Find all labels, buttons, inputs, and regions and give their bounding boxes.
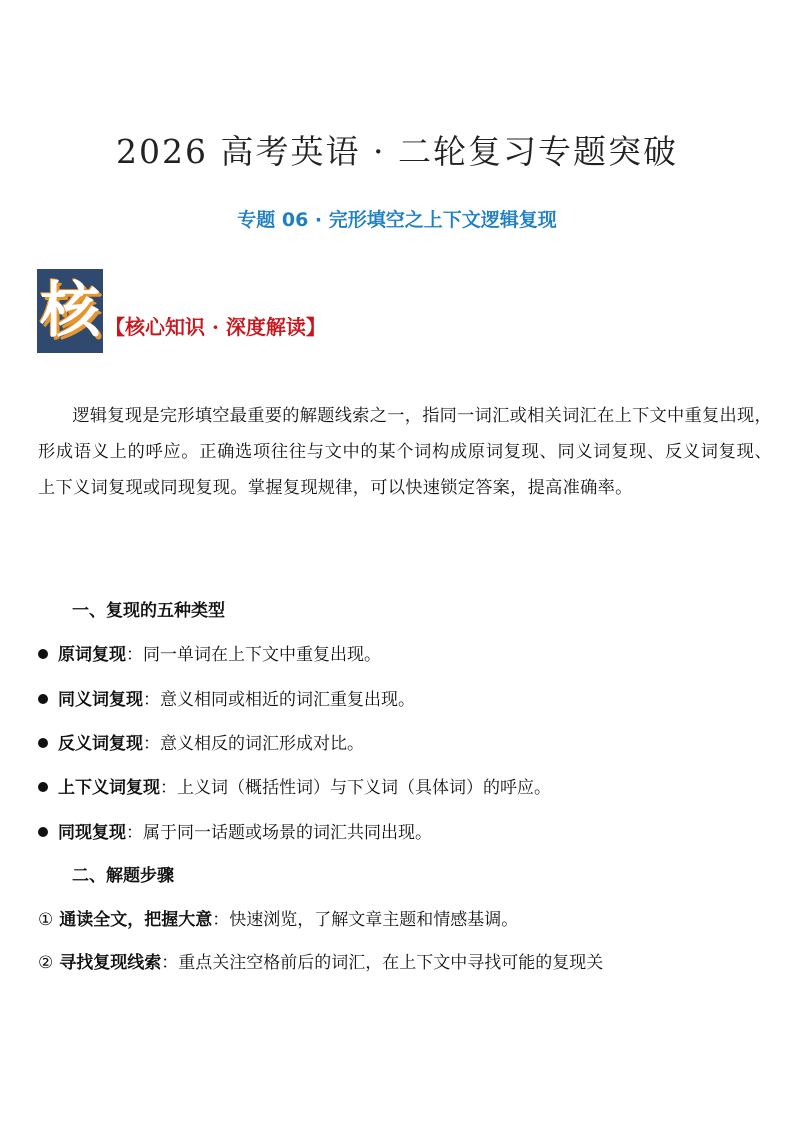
document-subtitle: 专题 06 · 完形填空之上下文逻辑复现: [237, 209, 557, 231]
section-badge: [37, 269, 103, 353]
list-item: [38, 685, 415, 710]
step-term: 寻找复现线索: [59, 953, 162, 973]
item-term: 反义词复现: [58, 734, 143, 754]
bullet-icon: [38, 782, 48, 792]
bullet-icon: [38, 738, 48, 748]
item-term: 同现复现: [58, 823, 126, 843]
list-item: [38, 773, 551, 798]
item-desc: ：上义词（概括性词）与下义词（具体词）的呼应。: [160, 778, 551, 798]
item-term: 上下义词复现: [58, 778, 160, 798]
list-item: [38, 729, 364, 754]
steps-heading: 二、解题步骤: [72, 866, 174, 886]
list-item: [38, 640, 381, 665]
item-desc: ：意义相反的词汇形成对比。: [143, 734, 364, 754]
step-number: ②: [38, 953, 54, 973]
intro-text: 逻辑复现是完形填空最重要的解题线索之一，指同一词汇或相关词汇在上下文中重复出现，形成语义上的呼应。正确选项往往与文中的某个词构成原词复现、同义词复现、反义词复现、上下义词复现或同现复现。掌握复现规律，可以快速锁定答案，提高准确率。: [38, 406, 772, 498]
item-term: 同义词复现: [58, 690, 143, 710]
step-number: ①: [38, 910, 54, 930]
document-title: 2026 高考英语 · 二轮复习专题突破: [116, 132, 678, 171]
bullet-icon: [38, 694, 48, 704]
item-desc: ：意义相同或相近的词汇重复出现。: [143, 690, 415, 710]
section-title: 【核心知识 · 深度解读】: [105, 315, 326, 339]
bullet-icon: [38, 827, 48, 837]
item-term: 原词复现: [58, 645, 126, 665]
item-desc: ：属于同一话题或场景的词汇共同出现。: [126, 823, 432, 843]
intro-paragraph: [38, 398, 772, 506]
types-heading: 一、复现的五种类型: [72, 601, 225, 621]
step-item: [38, 948, 603, 973]
step-desc: ：重点关注空格前后的词汇，在上下文中寻找可能的复现关: [161, 953, 604, 973]
step-desc: ：快速浏览，了解文章主题和情感基调。: [212, 910, 519, 930]
step-term: 通读全文，把握大意: [59, 910, 213, 930]
bullet-icon: [38, 649, 48, 659]
item-desc: ：同一单词在上下文中重复出现。: [126, 645, 381, 665]
step-item: [38, 905, 518, 930]
section-badge-char: 核: [40, 276, 100, 346]
list-item: [38, 818, 432, 843]
